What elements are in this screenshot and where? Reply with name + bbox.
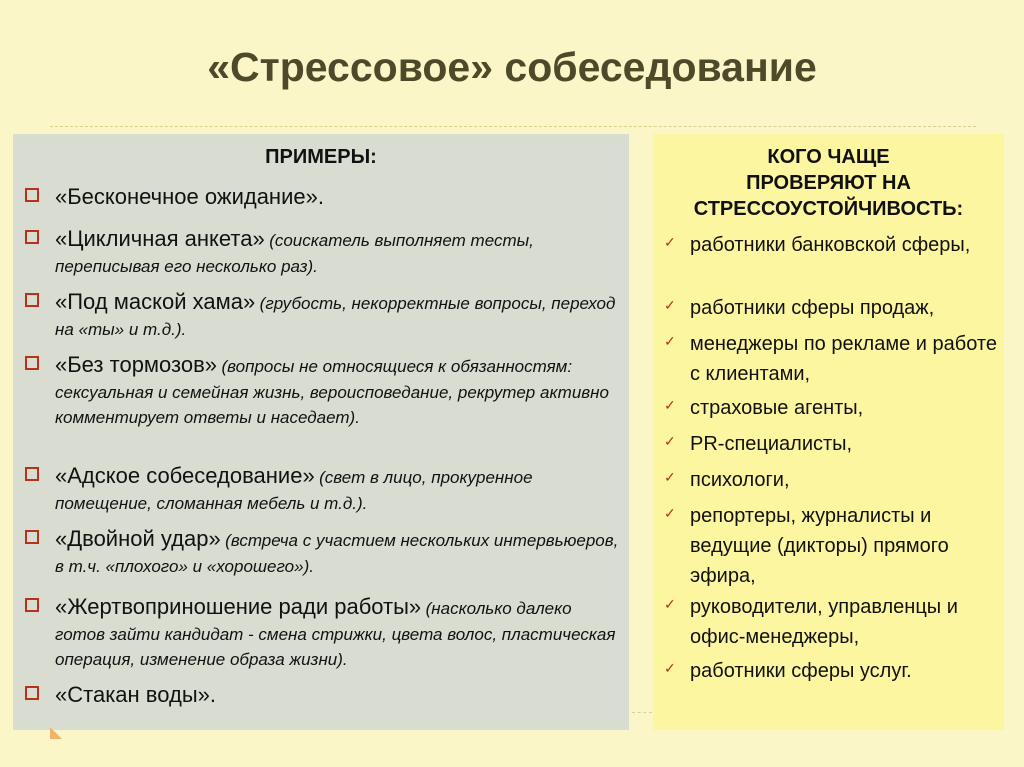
square-bullet-icon: [25, 356, 39, 370]
profession-text: работники сферы услуг.: [690, 660, 912, 682]
list-item: [663, 656, 998, 686]
example-note: (встреча с участием нескольких интервьюеров, в т.ч. «плохого» и «хорошего»).: [55, 531, 619, 576]
check-icon: ✓: [664, 333, 676, 349]
list-item: [25, 182, 623, 212]
square-bullet-icon: [25, 230, 39, 244]
example-note: (грубость, некорректные вопросы, переход на «ты» и т.д.).: [55, 294, 616, 339]
example-name: «Адское собеседование»: [55, 463, 315, 488]
tested-heading-line: ПРОВЕРЯЮТ НА: [746, 172, 911, 194]
example-name: «Двойной удар»: [55, 526, 221, 551]
examples-heading: ПРИМЕРЫ:: [265, 146, 377, 168]
example-name: «Жертвоприношение ради работы»: [55, 594, 422, 619]
list-item: [663, 393, 998, 423]
check-icon: ✓: [664, 505, 676, 521]
square-bullet-icon: [25, 467, 39, 481]
bottom-divider: [632, 712, 652, 713]
list-item: [663, 429, 998, 459]
list-item: [663, 465, 998, 495]
tested-professions-panel: [653, 134, 1004, 730]
profession-text: работники сферы продаж,: [690, 297, 935, 319]
slide-title: «Стрессовое» собеседование: [207, 44, 817, 90]
list-item: [663, 329, 998, 389]
check-icon: ✓: [664, 397, 676, 413]
example-note: (свет в лицо, прокуренное помещение, сломанная мебель и т.д.).: [55, 468, 533, 513]
profession-text: репортеры, журналисты и ведущие (дикторы) прямого эфира,: [690, 505, 949, 587]
check-icon: ✓: [664, 433, 676, 449]
title-divider: [50, 126, 976, 127]
profession-text: работники банковской сферы,: [690, 234, 971, 256]
list-item: [663, 592, 998, 652]
list-item: [25, 461, 623, 516]
list-item: [663, 501, 998, 591]
check-icon: ✓: [664, 297, 676, 313]
profession-text: менеджеры по рекламе и работе с клиентами,: [690, 333, 997, 385]
check-icon: ✓: [664, 469, 676, 485]
square-bullet-icon: [25, 530, 39, 544]
list-item: [25, 524, 623, 579]
square-bullet-icon: [25, 188, 39, 202]
corner-triangle: [50, 727, 62, 739]
example-note: (вопросы не относящиеся к обязанностям: сексуальная и семейная жизнь, вероисповедание, рекрутер активно комментирует ответы и наседает).: [55, 357, 609, 427]
list-item: [25, 680, 623, 710]
example-name: «Цикличная анкета»: [55, 226, 265, 251]
square-bullet-icon: [25, 598, 39, 612]
profession-text: PR-специалисты,: [690, 433, 853, 455]
square-bullet-icon: [25, 293, 39, 307]
tested-heading: [653, 144, 1004, 222]
list-item: [25, 592, 623, 672]
examples-panel: [13, 134, 629, 730]
check-icon: ✓: [664, 660, 676, 676]
profession-text: психологи,: [690, 469, 790, 491]
example-name: «Без тормозов»: [55, 352, 218, 377]
check-icon: ✓: [664, 234, 676, 250]
example-name: «Бесконечное ожидание».: [55, 184, 324, 209]
profession-text: страховые агенты,: [690, 397, 864, 419]
check-icon: ✓: [664, 596, 676, 612]
list-item: [25, 350, 623, 430]
example-note: (соискатель выполняет тесты, переписывая его несколько раз).: [55, 231, 534, 276]
example-name: «Под маской хама»: [55, 289, 256, 314]
tested-heading-line: СТРЕССОУСТОЙЧИВОСТЬ:: [693, 198, 964, 220]
list-item: [25, 287, 623, 342]
profession-text: руководители, управленцы и офис-менеджеры,: [690, 596, 958, 648]
tested-heading-line: КОГО ЧАЩЕ: [767, 146, 890, 168]
example-note: (насколько далеко готов зайти кандидат - смена стрижки, цвета волос, пластическая операция, изменение образа жизни).: [55, 599, 616, 669]
list-item: [663, 293, 998, 323]
list-item: [25, 224, 623, 279]
square-bullet-icon: [25, 686, 39, 700]
list-item: [663, 230, 998, 260]
example-name: «Стакан воды».: [55, 682, 216, 707]
